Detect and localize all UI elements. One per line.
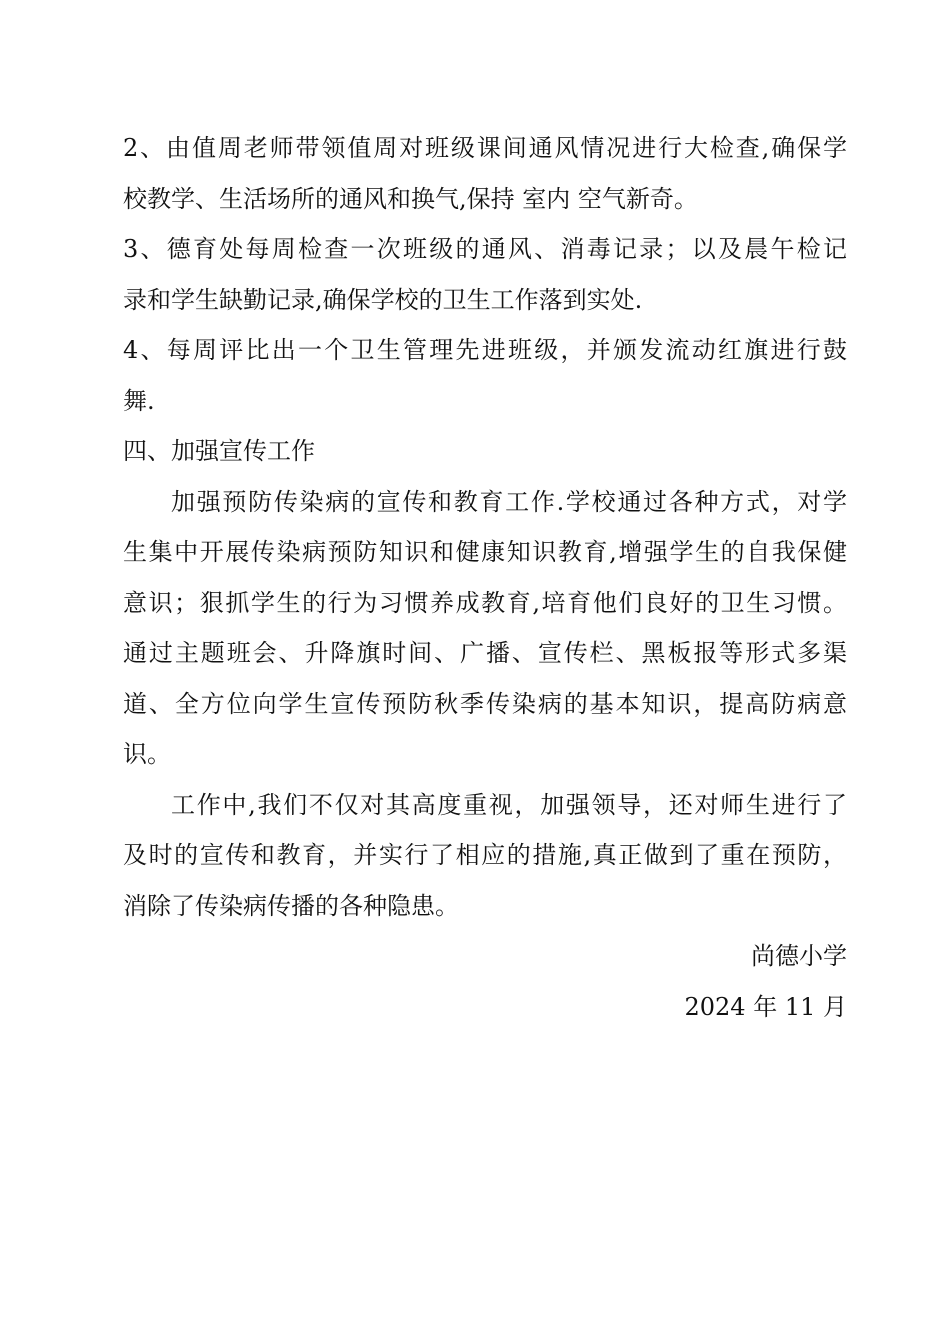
paragraph-summary bbox=[123, 780, 847, 932]
list-item-2-line-1: 2、由值周老师带领值周对班级课间通风情况进行大检查,确保学 bbox=[123, 134, 847, 162]
paragraph-summary-line-3: 消除了传染病传播的各种隐患。 bbox=[123, 891, 459, 920]
list-item-4-line-1: 4、每周评比出一个卫生管理先进班级，并颁发流动红旗进行鼓 bbox=[123, 336, 847, 364]
signature-school: 尚德小学 bbox=[751, 942, 847, 970]
paragraph-publicity-line-1: 加强预防传染病的宣传和教育工作.学校通过各种方式，对学 bbox=[171, 487, 847, 516]
list-item-3-line-1: 3、德育处每周检查一次班级的通风、消毒记录；以及晨午检记 bbox=[123, 235, 847, 263]
list-item-3-line-2: 录和学生缺勤记录,确保学校的卫生工作落到实处. bbox=[123, 285, 643, 314]
list-item-4 bbox=[123, 325, 847, 426]
list-item-2-line-2: 校教学、生活场所的通风和换气,保持 室内 空气新奇。 bbox=[123, 184, 698, 213]
list-item-4-line-2: 舞. bbox=[123, 386, 155, 415]
document-body bbox=[123, 123, 847, 1032]
paragraph-publicity-line-3: 意识；狠抓学生的行为习惯养成教育,培育他们良好的卫生习惯。 bbox=[123, 588, 847, 617]
list-item-3 bbox=[123, 224, 847, 325]
section-heading: 四、加强宣传工作 bbox=[123, 437, 315, 465]
paragraph-summary-line-1: 工作中,我们不仅对其高度重视，加强领导，还对师生进行了 bbox=[171, 790, 847, 819]
paragraph-publicity-line-2: 生集中开展传染病预防知识和健康知识教育,增强学生的自我保健 bbox=[123, 538, 847, 566]
paragraph-summary-line-2: 及时的宣传和教育，并实行了相应的措施,真正做到了重在预防， bbox=[123, 841, 847, 869]
list-item-2 bbox=[123, 123, 847, 224]
paragraph-publicity-line-4: 通过主题班会、升降旗时间、广播、宣传栏、黑板报等形式多渠 bbox=[123, 639, 847, 667]
paragraph-publicity-line-5: 道、全方位向学生宣传预防秋季传染病的基本知识，提高防病意 bbox=[123, 689, 847, 718]
paragraph-publicity bbox=[123, 477, 847, 780]
paragraph-publicity-line-6: 识。 bbox=[123, 740, 171, 768]
signature-date: 2024 年 11 月 bbox=[684, 992, 847, 1021]
